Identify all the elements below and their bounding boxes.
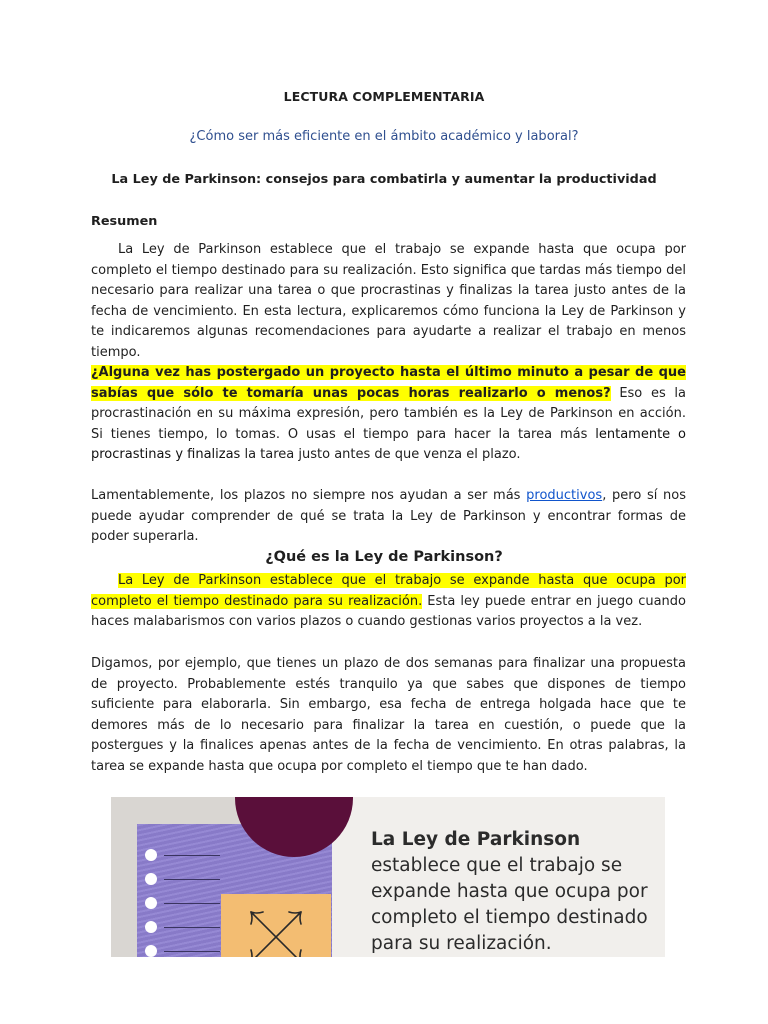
checklist-line [164,903,220,904]
checklist-line [164,879,220,880]
illustration-caption [371,827,661,957]
checklist-dot-icon [145,897,157,909]
paragraph-text: Lamentablemente, los plazos no siempre nos ayudan a ser más [91,488,527,503]
paragraph-text: lentamente o procrastinas y finalizas [91,426,686,463]
paragraph-text: Eso es la procrastinación en su máxima expresión, pero también es la Ley de Parkinson en acción. Si tienes tiempo, lo tomas. O usas el tiempo para hacer la tarea más [91,385,686,442]
illustration-caption-bold: La Ley de Parkinson [371,829,581,850]
highlight-definition: La Ley de Parkinson establece que el trabajo se expande hasta que ocupa por completo el tiempo destinado para su realización. [91,573,686,609]
document-subtitle: La Ley de Parkinson: consejos para combatirla y aumentar la productividad [111,172,657,187]
checklist-dot-icon [145,945,157,957]
checklist-dot-icon [145,873,157,885]
paragraph-procrastination [91,363,686,466]
checklist-line [164,927,220,928]
paragraph-definition [91,571,686,633]
summary-paragraph [91,240,686,364]
section-heading: ¿Qué es la Ley de Parkinson? [265,549,503,565]
illustration-caption-rest: establece que el trabajo se expande hasta que ocupa por completo el tiempo destinado para su realización. [371,855,648,954]
checklist-line [164,855,220,856]
productivos-link[interactable]: productivos [526,488,603,503]
paragraph-text: Digamos, por ejemplo, que tienes un plazo de dos semanas para finalizar una propuesta de proyecto. Probablemente estés tranquilo ya que sabes que dispones de tiempo suficiente para elaborarla. Sin embargo, esa fecha de entrega holgada hace que te demores más de lo necesario para finalizar la tarea en cuestión, o puede que la postergues y la finalices apenas antes de la fecha de vencimiento. En otras palabras, la tarea se expande hasta que ocupa por completo el tiempo que te han dado. [91,656,686,774]
expand-arrows-icon [243,904,309,957]
checklist-line [164,951,220,952]
checklist-dot-icon [145,921,157,933]
summary-text: La Ley de Parkinson establece que el trabajo se expande hasta que ocupa por completo el tiempo destinado para su realización. Esto significa que tardas más tiempo del necesario para realizar una tarea o que procrastinas y finalizas la tarea justo antes de la fecha de vencimiento. En esta lectura, explicaremos cómo funciona la Ley de Parkinson y te indicaremos algunas recomendaciones para ayudarte a realizar el trabajo en menos tiempo. [91,242,686,360]
summary-label: Resumen [91,214,158,229]
parkinson-illustration [111,797,665,957]
paragraph-deadlines [91,486,686,548]
paragraph-text: , pero sí nos puede ayudar comprender de qué se trata la Ley de Parkinson y encontrar formas de poder superarla. [91,488,686,545]
paragraph-example [91,654,686,778]
paragraph-text: la tarea justo antes de que venza el plazo. [240,447,521,463]
document-title: LECTURA COMPLEMENTARIA [283,89,485,104]
paragraph-text: Esta ley puede entrar en juego cuando haces malabarismos con varios plazos o cuando gestionas varios proyectos a la vez. [91,593,686,630]
document-question: ¿Cómo ser más eficiente en el ámbito académico y laboral? [189,129,579,144]
checklist-dot-icon [145,849,157,861]
highlight-question: ¿Alguna vez has postergado un proyecto hasta el último minuto a pesar de que sabías que sólo te tomaría unas pocas horas realizarlo o menos? [91,365,686,401]
